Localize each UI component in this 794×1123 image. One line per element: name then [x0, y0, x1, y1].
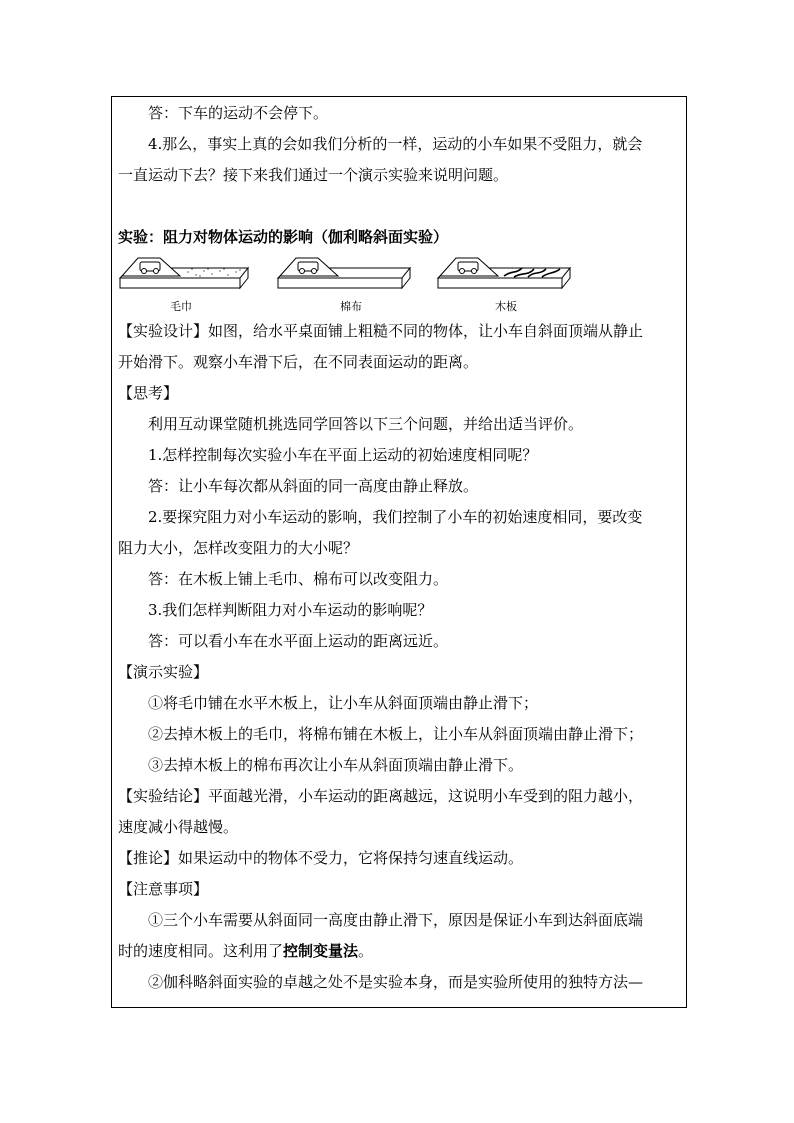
- think-answer-3: 答：可以看小车在水平面上运动的距离远近。: [148, 632, 449, 650]
- note-1-text: 时的速度相同。这利用了: [118, 942, 284, 960]
- notes-heading: 【注意事项】: [118, 880, 209, 898]
- think-question-1: 1.怎样控制每次实验小车在平面上运动的初始速度相同呢？: [148, 446, 538, 464]
- demo-step-1: ①将毛巾铺在水平木板上，让小车从斜面顶端由静止滑下；: [148, 694, 539, 712]
- caption-cotton: 棉布: [340, 300, 362, 313]
- note-1-method-bold: 控制变量法: [283, 942, 359, 960]
- conclusion-line-2: 速度减小得越慢。: [118, 818, 239, 836]
- incline-wood-diagram: [438, 258, 570, 288]
- think-question-2-line-1: 2.要探究阻力对小车运动的影响，我们控制了小车的初始速度相同，要改变: [148, 508, 643, 526]
- demo-step-3: ③去掉木板上的棉布再次让小车从斜面顶端由静止滑下。: [148, 756, 524, 774]
- note-1-line-2: [118, 941, 682, 961]
- caption-wood: 木板: [495, 300, 517, 313]
- think-answer-1: 答：让小车每次都从斜面的同一高度由静止释放。: [148, 477, 479, 495]
- note-1-line-1: ①三个小车需要从斜面同一高度由静止滑下，原因是保证小车到达斜面底端: [148, 911, 644, 929]
- experiment-title: 实验：阻力对物体运动的影响（伽利略斜面实验）: [118, 228, 449, 246]
- question-4-line-1: 4.那么，事实上真的会如我们分析的一样，运动的小车如果不受阻力，就会: [148, 135, 643, 153]
- incline-towel-diagram: [120, 258, 248, 288]
- caption-towel: 毛巾: [170, 300, 192, 313]
- think-question-2-line-2: 阻力大小，怎样改变阻力的大小呢？: [118, 539, 359, 557]
- note-1-period: 。: [358, 942, 374, 960]
- think-answer-2: 答：在木板上铺上毛巾、棉布可以改变阻力。: [148, 570, 449, 588]
- demo-heading: 【演示实验】: [118, 663, 209, 681]
- inference-line: 【推论】如果运动中的物体不受力，它将保持匀速直线运动。: [118, 849, 524, 867]
- incline-cotton-diagram: [278, 258, 410, 288]
- design-line-2: 开始滑下。观察小车滑下后，在不同表面运动的距离。: [118, 353, 479, 371]
- demo-step-2: ②去掉木板上的毛巾，将棉布铺在木板上，让小车从斜面顶端由静止滑下；: [148, 725, 644, 743]
- think-question-3: 3.我们怎样判断阻力对小车运动的影响呢？: [148, 601, 433, 619]
- answer-line: 答：下车的运动不会停下。: [148, 104, 329, 122]
- question-4-line-2: 一直运动下去？接下来我们通过一个演示实验来说明问题。: [118, 166, 509, 184]
- conclusion-line-1: 【实验结论】平面越光滑，小车运动的距离越远，这说明小车受到的阻力越小，: [118, 787, 644, 805]
- note-2-line-1: ②伽科略斜面实验的卓越之处不是实验本身，而是实验所使用的独特方法—: [148, 973, 644, 991]
- think-intro: 利用互动课堂随机挑选同学回答以下三个问题，并给出适当评价。: [148, 415, 584, 433]
- design-line-1: 【实验设计】如图，给水平桌面铺上粗糙不同的物体，让小车自斜面顶端从静止: [118, 322, 644, 340]
- think-heading: 【思考】: [118, 384, 179, 402]
